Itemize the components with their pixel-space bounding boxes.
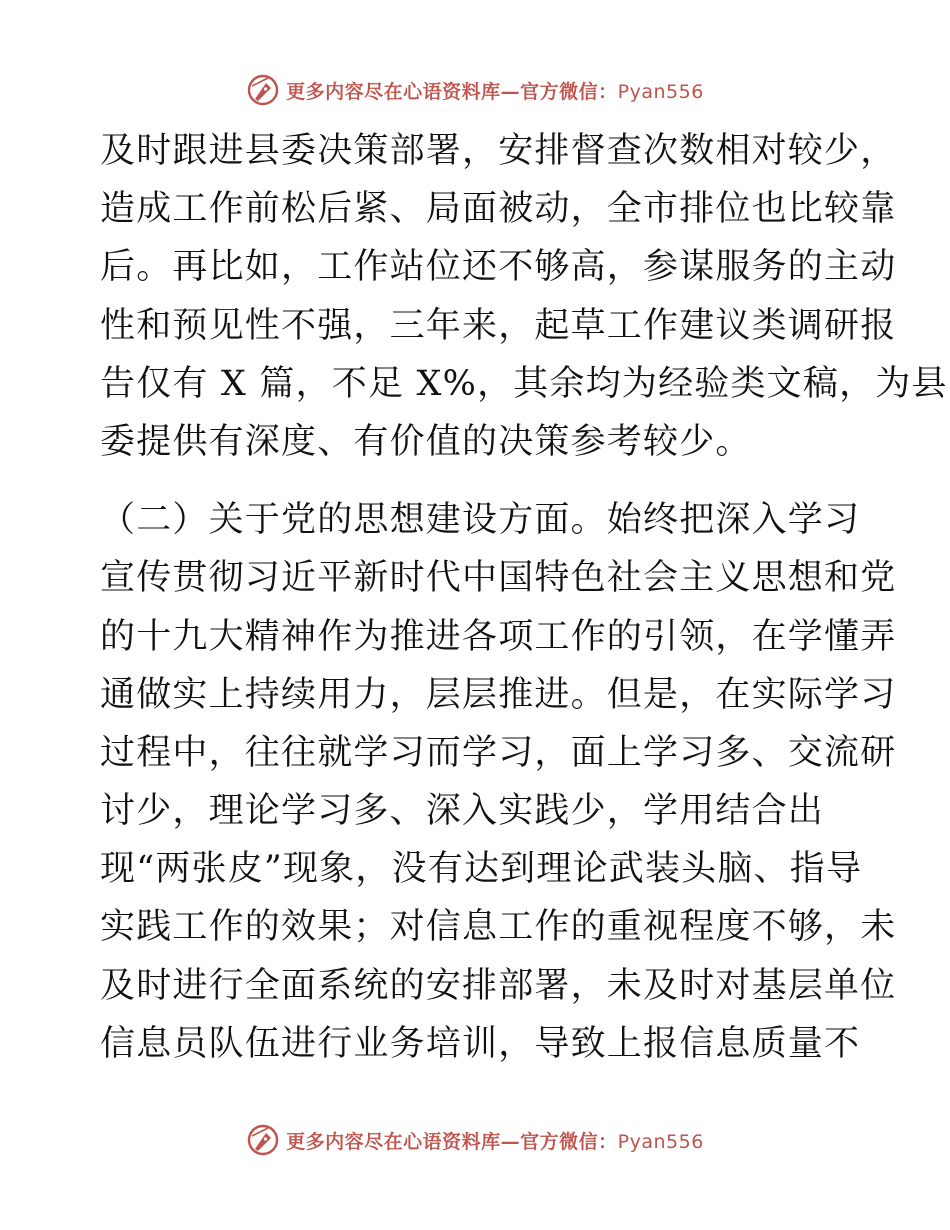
header-banner	[0, 70, 950, 110]
pen-nib-logo-icon	[246, 73, 280, 107]
text-line: 性和预见性不强，三年来，起草工作建议类调研报	[100, 305, 897, 346]
text-line: 宣传贯彻习近平新时代中国特色社会主义思想和党	[100, 558, 897, 599]
text-line: 委提供有深度、有价值的决策参考较少。	[100, 421, 752, 462]
text-line: 后。再比如，工作站位还不够高，参谋服务的主动	[100, 247, 897, 288]
text-line: 告仅有 X 篇，不足 X%，其余均为经验类文稿，为县	[100, 363, 948, 404]
text-line: 及时进行全面系统的安排部署，未及时对基层单位	[100, 965, 897, 1006]
paragraph-2	[100, 491, 897, 1073]
header-banner-cn: 更多内容尽在心语资料库—官方微信：	[286, 80, 618, 103]
header-banner-id: Pyan556	[617, 80, 704, 103]
text-line: 的十九大精神作为推进各项工作的引领，在学懂弄	[100, 616, 897, 657]
paragraph-gap	[100, 471, 860, 491]
footer-banner-cn: 更多内容尽在心语资料库—官方微信：	[286, 1130, 618, 1153]
text-line: （二）关于党的思想建设方面。始终把深入学习	[100, 500, 861, 541]
footer-banner-id: Pyan556	[617, 1130, 704, 1153]
text-line: 实践工作的效果；对信息工作的重视程度不够，未	[100, 907, 897, 948]
header-banner-text	[286, 77, 704, 104]
text-line: 讨少，理论学习多、深入实践少，学用结合出	[100, 791, 825, 832]
paragraph-1	[100, 122, 948, 471]
text-line: 信息员队伍进行业务培训，导致上报信息质量不	[100, 1023, 861, 1064]
text-line: 现“两张皮”现象，没有达到理论武装头脑、指导	[100, 849, 863, 890]
pen-nib-logo-icon	[246, 1123, 280, 1157]
footer-banner	[0, 1120, 950, 1160]
text-line: 过程中，往往就学习而学习，面上学习多、交流研	[100, 732, 897, 773]
text-line: 造成工作前松后紧、局面被动，全市排位也比较靠	[100, 189, 897, 230]
text-line: 通做实上持续用力，层层推进。但是，在实际学习	[100, 674, 897, 715]
document-body	[100, 122, 948, 1073]
text-line: 及时跟进县委决策部署，安排督查次数相对较少，	[100, 131, 897, 171]
footer-banner-text	[286, 1127, 704, 1154]
